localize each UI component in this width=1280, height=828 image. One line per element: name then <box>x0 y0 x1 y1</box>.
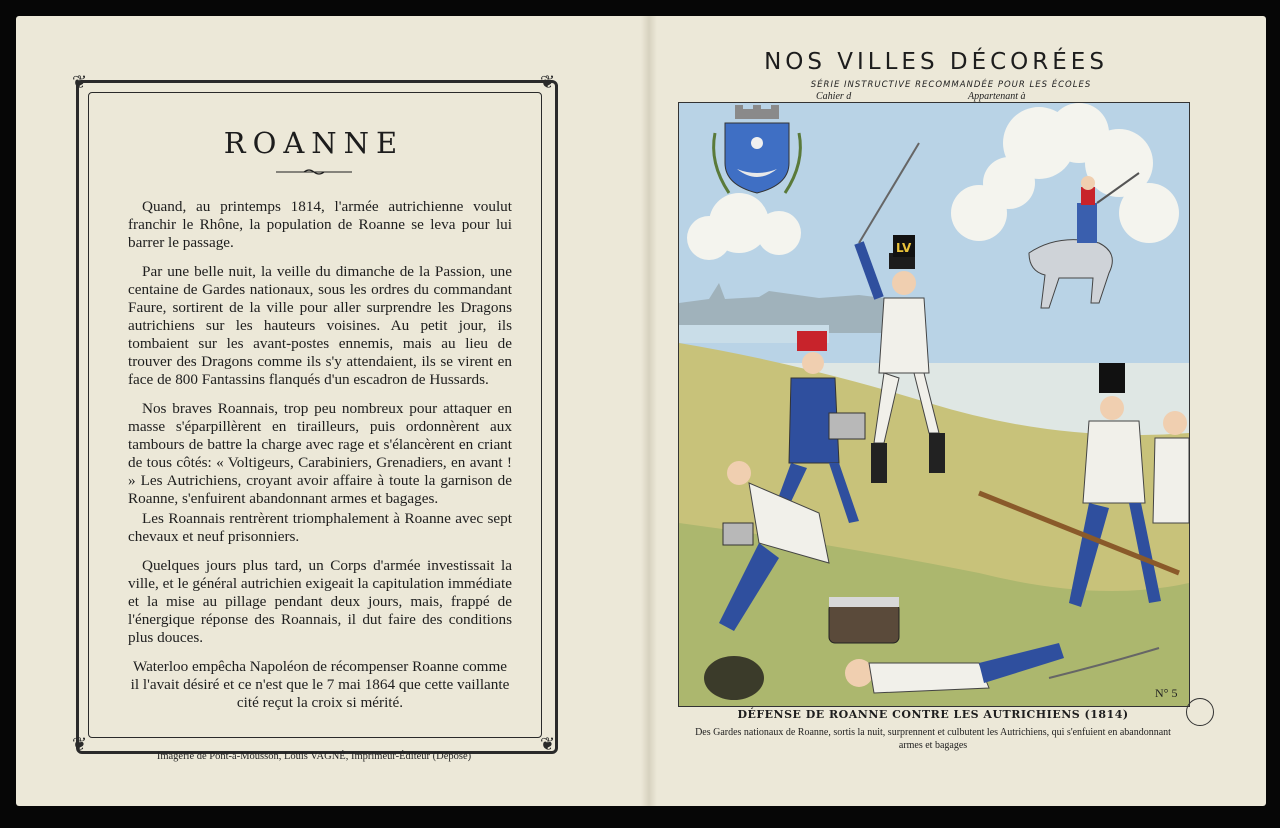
dropped-knapsack <box>829 597 899 643</box>
story-text <box>128 198 512 723</box>
corner-ornament-icon: ❦ <box>72 734 88 755</box>
center-fold <box>641 16 657 806</box>
story-paragraph: Waterloo empêcha Napoléon de récompenser Roanne comme il l'avait désiré et ce n'est que le 7 mai 1864 que cette vaillante cité reçut la croix si mérité. <box>130 658 510 711</box>
title-flourish-icon <box>276 168 352 176</box>
battle-illustration <box>678 102 1190 707</box>
corner-ornament-icon: ❦ <box>72 72 88 93</box>
postcard-sheet <box>16 16 1266 806</box>
battle-scene-image <box>679 103 1189 706</box>
series-subtitle: SÉRIE INSTRUCTIVE RECOMMANDÉE POUR LES ÉCOLES <box>810 80 1092 90</box>
dropped-shako <box>704 656 764 700</box>
plate-number: N° 5 <box>1155 686 1178 700</box>
corner-ornament-icon: ❦ <box>540 734 556 755</box>
publisher-imprint: Imagerie de Pont-à-Mousson, Louis VAGNÉ, Imprimeur-Éditeur (Déposé) <box>156 751 472 762</box>
plate-caption-text: Des Gardes nationaux de Roanne, sortis la nuit, surprennent et culbutent les Autrichiens, qui s'enfuient en abandonnant armes et bagages <box>695 727 1171 751</box>
collection-stamp-icon <box>1186 698 1214 726</box>
owner-label: Appartenant à <box>968 91 1026 102</box>
plate-caption-title: DÉFENSE DE ROANNE CONTRE LES AUTRICHIENS (1814) <box>737 708 1129 721</box>
story-paragraph: Les Roannais rentrèrent triomphalement à Roanne avec sept chevaux et neuf prisonniers. <box>128 510 512 545</box>
series-title: NOS VILLES DÉCORÉES <box>764 49 1108 75</box>
story-paragraph: Nos braves Roannais, trop peu nombreux pour attaquer en masse s'éparpillèrent en tirailleurs, puis ordonnèrent aux tambours de battre la charge avec rage et s'élancèrent en criant de tous côtés: « Voltigeurs, Carabiniers, Grenadiers, en avant ! » Les Autrichiens, croyant avoir affaire à toute la garnison de Roanne, s'enfuirent abandonnant armes et bagages. <box>128 400 512 507</box>
shako-badge: LV <box>896 241 912 255</box>
cahier-label: Cahier d <box>816 91 852 102</box>
story-paragraph: Quand, au printemps 1814, l'armée autrichienne voulut franchir le Rhône, la population de Roanne se leva pour lui barrer le passage. <box>128 198 512 251</box>
corner-ornament-icon: ❦ <box>540 72 556 93</box>
story-paragraph: Quelques jours plus tard, un Corps d'armée investissait la ville, et le général autrichien exigeait la capitulation immédiate et la mise au pillage pendant deux jours, mais, frappé de l'énergique réponse des Roannais, il dut faire des conditions plus douces. <box>128 557 512 646</box>
page-title: ROANNE <box>223 126 405 160</box>
story-paragraph: Par une belle nuit, la veille du dimanche de la Passion, une centaine de Gardes nationaux, sous les ordres du commandant Faure, sortirent de la ville pour aller surprendre les Dragons autrichiens sur les hauteurs voisines. Au petit jour, ils tombaient sur les avant-postes ennemis, mais au lieu de trouver des Dragons comme ils s'y attendaient, ils se virent en face de 800 Fantassins flanqués d'un escadron de Hussards. <box>128 263 512 388</box>
